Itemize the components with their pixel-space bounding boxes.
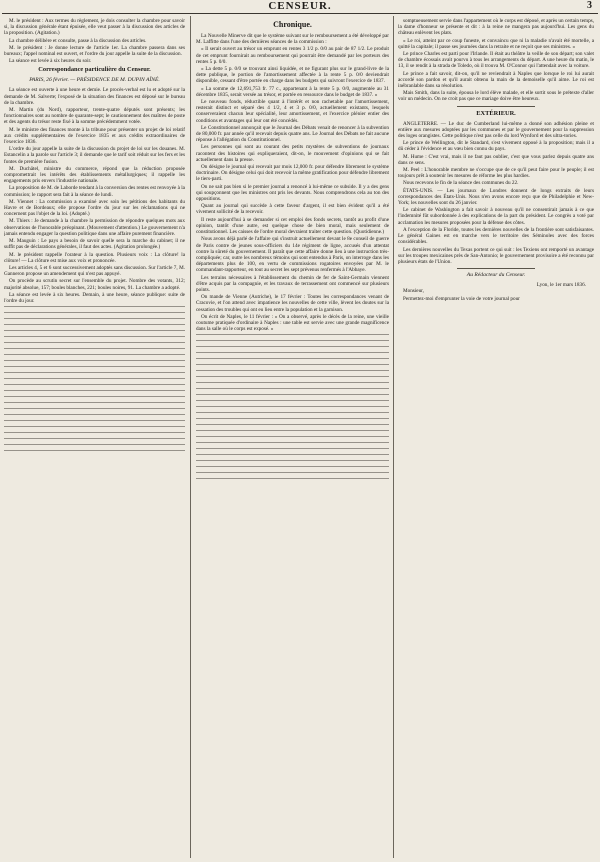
masthead-title: CENSEUR. xyxy=(268,0,332,12)
paragraph: La séance est levée à six heures. Demain, à une heure, séance publique: suite de l'ordre du jour. xyxy=(4,291,185,304)
paragraph: Le prince de Wellington, dit le Standard, s'est vivement opposé à la proposition; mais il a dû céder à l'évidence et au vœu bien connu du pays. xyxy=(398,140,594,153)
masthead-rule xyxy=(2,13,598,14)
page-number: 3 xyxy=(587,0,592,11)
paragraph: On ne sait pas bien si le premier journal a renoncé à lui-même ce subside. Il y a des gens qui soupçonnent que les ministres ont pris les devants. Nous comprendrons cela au ton des oppositions. xyxy=(196,183,389,203)
paragraph: M. Thiers : Je demande à la chambre la permission de répondre quelques mots aux observations de l'honorable préopinant. (Mouvement d'attention.) Le gouvernement n'a jamais entendu engager la question politique dans une affaire purement financière. xyxy=(4,218,185,237)
section-separator xyxy=(457,106,535,107)
column-right xyxy=(398,18,594,862)
column-divider xyxy=(190,16,191,858)
masthead xyxy=(0,0,600,14)
letter-body: Permettez-moi d'emprunter la voie de votre journal pour xyxy=(403,295,520,302)
column-divider xyxy=(393,16,394,858)
paragraph: M. le ministre des finances monte à la tribune pour présenter un projet de loi relatif aux crédits supplémentaires de l'exercice 1835 et aux crédits extraordinaires de l'exercice 1836. xyxy=(4,126,185,146)
paragraph: L'ordre du jour appelle la suite de la discussion du projet de loi sur les douanes. M. Estancelin a la parole sur l'article 3; il demande que le tarif soit réduit sur les fers et les fontes de première fusion. xyxy=(4,146,185,165)
paragraph: Nous recevons le fin de la séance des communes du 22. xyxy=(403,180,519,187)
section-heading: Chronique. xyxy=(273,20,312,29)
paragraph: Les articles 4, 5 et 6 sont successivement adoptés sans discussion. Sur l'article 7, M. Ganneron propose un amendement qui n'est pas appuyé. xyxy=(4,264,185,278)
paragraph: « Le roi, atteint par ce coup funeste, et convaincu que ni la maladie n'avait été mortelle, a quitté la capitale; il passe ses journées dans la retraite et ne reçoit que ses ministres. » xyxy=(398,37,594,50)
paragraph: M. Martin (du Nord), rapporteur, trente-quatre députés sont présents; les fonctionnaires sont au nombre de quarante-sept; le cautionnement des maîtres de poste et des agents du trésor reste fixé à la somme précédemment votée. xyxy=(4,107,185,126)
paragraph: « La dette 5 p. 0/0 se trouvant ainsi liquidée, et ne figurant plus sur le grand-livre de la dette publique, le portion de l'amortissement affectée à la rente 5 p. 0/0 deviendrait disponible, cessant d'être portée en charge dans les budgets qui suivront l'exercice de 1837. xyxy=(196,66,389,85)
paragraph: Le prince a fait savoir, dit-on, qu'il ne reviendrait à Naples que lorsque le roi lui aurait accordé son pardon et qu'il aurait obtenu la main de la demoiselle qu'il aime. Le roi est inébranlable dans sa résolution. xyxy=(398,70,594,90)
paragraph: La Nouvelle Minerve dit que le système suivant sur le remboursement a été développé par M. Laffitte dans l'une des dernières séances de la commission : xyxy=(196,33,389,46)
section-heading: Correspondance particulière du Censeur. xyxy=(38,66,151,74)
paragraph: M. Mauguin : Le pays a besoin de savoir quelle sera la marche du cabinet; il ne suffit pas de déclarations générales, il faut des actes. (Agitation prolongée.) xyxy=(4,238,185,251)
paragraph: On écrit de Naples, le 11 février : « On a observé, après le décès de la reine, une vieille coutume pratiquée d'ordinaire à Naples : une table est servie avec une grande magnificence dans la salle où le corps est exposé. » xyxy=(196,313,389,333)
paragraph: M. le président rappelle l'orateur à la question. Plusieurs voix : La clôture! la clôture! — La clôture est mise aux voix et prononcée. xyxy=(4,251,185,264)
paragraph: Le cabinet de Washington a fait savoir à nouveau qu'il ne consentirait jamais à ce que l'indemnité fût subordonnée à des explications de la part du président. Le congrès a voté par acclamation les mesures proposées pour la défense des côtes. xyxy=(398,207,594,226)
section-separator xyxy=(457,268,535,269)
paragraph: On désigne le journal qui recevait par mois 12,000 fr. pour défendre librement le système doctrinaire. On désigne celui qui doit recevoir la même gratification pour défendre librement le tiers-parti. xyxy=(196,164,389,183)
paragraph: Le Constitutionnel annonçait que le Journal des Débats venait de renoncer à la subvention de 80,000 fr. par année qu'il recevait depuis quatre ans. Le Journal des Débats ne fait aucune réponse à l'allégation du Constitutionnel. xyxy=(196,124,389,144)
paragraph: ÉTATS-UNIS. — Les journaux de Londres donnent de longs extraits de leurs correspondances des États-Unis. Nous n'en avons encore reçu que de Philadelphie et New-York; les nouvelles sont du 26 janvier. xyxy=(398,187,594,207)
paragraph: On mande de Vienne (Autriche), le 17 février : Toutes les correspondances venant de Cracovie, et l'on attend avec impatience les nouvelles de cette ville, lèvent les doutes sur la cessation des troubles qui ont eu lieu entre la population et la garnison. xyxy=(196,294,389,313)
paragraph: M. Hume : C'est vrai, mais il ne faut pas oublier, c'est que vous parlez depuis quatre ans dans ce sens. xyxy=(398,153,594,166)
paragraph: La séance est levée à six heures du soir. xyxy=(9,58,92,65)
column-center xyxy=(196,18,389,862)
letter-heading: Au Rédacteur du Censeur. xyxy=(466,272,526,279)
paragraph: La proposition de M. de Laborde tendant à la conversion des rentes est renvoyée à la commission; le rapport sera fait à la séance de lundi. xyxy=(4,185,185,198)
paragraph: somptueusement servie dans l'appartement où le corps est déposé, et après un certain temps, la dame d'honneur se présente et dit : à la reine ne mangera pas aujourd'hui. Les gens du château enlèvent les plats. xyxy=(398,18,594,37)
paragraph: La séance est ouverte à une heure et demie. Le procès-verbal est lu et adopté sur la demande de M. Salverte; l'exposé de la situation des finances est déposé sur le bureau de la chambre. xyxy=(4,87,185,106)
paragraph: Il reste aujourd'hui à se demander si cet emploi des fonds secrets, tantôt au profit d'une opinion, tantôt d'une autre, est quelque chose de bien moral, mais seulement de constitutionnel. Les caisses de l'ordre moral devraient traiter cette question. (Quotidienne.) xyxy=(196,216,389,236)
paragraph: M. le président : Je donne lecture de l'article 1er. La chambre passera dans ses bureaux; l'appel nominal est ouvert, et l'ordre du jour appelle la suite de la discussion. xyxy=(4,44,185,58)
paragraph: M. Duchâtel, ministre du commerce, répond que la réduction proposée compromettrait les intérêts des établissements métallurgiques; il rappelle les engagements pris envers l'industrie nationale. xyxy=(4,165,185,185)
paragraph: On procède au scrutin secret sur l'ensemble du projet. Nombre des votants, 312; majorité absolue, 157; boules blanches, 221; boules noires, 91. La chambre a adopté. xyxy=(4,278,185,291)
paragraph: « La somme de 12,691,753 fr. 77 c., appartenant à la rente 5 p. 0/0, augmentée au 31 décembre 1835, serait versée au trésor, et portée en ressource dans le budget de 1837. » xyxy=(196,85,389,98)
paragraph: M. le président : Aux termes du règlement, je dois consulter la chambre pour savoir si, la discussion générale étant épuisée, elle veut passer à la discussion des articles de la proposition. (Agitation.) xyxy=(4,18,185,37)
paragraph: Nous avons déjà parlé de l'affaire qui s'instruit actuellement devant le 8e conseil de guerre de Paris contre de jeunes sous-officiers du 14e régiment de ligne, accusés d'un attentat contre la sûreté du gouvernement. Il paraît que cette affaire donne lieu à une instruction très-compliquée; car, outre les nombreux témoins qui sont entendus à Paris, on interroge dans les départements plus de 100, en vertu de commissions rogatoires envoyées par M. le commandant-rapporteur, en tout au secret les sept prévenus renfermés à l'Abbaye. xyxy=(196,236,389,274)
column-text-continuation xyxy=(4,306,185,456)
paragraph: Quant au journal qui succède à cette faveur d'argent, il est bien évident qu'il a été vivement sollicité de la recevoir. xyxy=(196,203,389,216)
section-heading: EXTÉRIEUR. xyxy=(476,109,516,117)
section-subheading: PARIS, 26 février. — PRÉSIDENCE DE M. DUPIN AÎNÉ. xyxy=(29,77,160,84)
column-left xyxy=(4,18,185,862)
paragraph: ANGLETERRE. — Le duc de Cumberland lui-même a donné son adhésion pleine et entière aux mesures adoptées par les communes et par le gouvernement pour la suppression des loges orangistes. Cette politique n'est pas celle du lord Wynford et des ultra-tories. xyxy=(398,120,594,140)
paragraph: Mais Smith, dans la suite, épousa le lord élève malade, et elle sortit sous le prétexte d'aller voir un médecin. On ne croit pas que ce mariage doive être heureux. xyxy=(398,90,594,103)
paragraph: La chambre délibère et consulte, passe à la discussion des articles. xyxy=(9,37,147,44)
paragraph: Les personnes qui sont au courant des petits mystères de subventions de journaux racontent des histoires qui expliqueraient, dit-on, le mouvement d'opinions qui se fait actuellement dans la presse. xyxy=(196,144,389,163)
column-text-continuation xyxy=(196,334,389,484)
paragraph: M. Viennet : La commission a examiné avec soin les pétitions des habitants du Havre et de Bordeaux; elle propose l'ordre du jour sur les réclamations qui ne concernent pas l'objet de la loi. (Adopté.) xyxy=(4,198,185,218)
paragraph: M. Peel : L'honorable membre ne s'occupe que de ce qu'il peut faire pour le peuple; il est toujours prêt à soutenir les mesures de réforme les plus hardies. xyxy=(398,167,594,180)
paragraph: Le nouveau fonds, réductible quant à l'intérêt et non rachetable par l'amortissement, resterait distinct et séparé des 4 1/2, 4 et 3 p. 0/0, actuellement existants, lesquels conserveraient chacun leur spécialité, leur amortissement, et l'exercice plénier entier des conditions et avantages qui leur ont été concédés. xyxy=(196,99,389,124)
letter-salutation: Monsieur, xyxy=(403,288,424,295)
paragraph: Les terrains nécessaires à l'établissement du chemin de fer de Saint-Germain viennent d'être acquis par la compagnie, et les travaux de terrassement ont commencé sur plusieurs points. xyxy=(196,274,389,293)
paragraph: Le prince Charles est parti pour l'Irlande. Il était au théâtre la veille de son départ; son valet de chambre écossais avait pourvu à tous les arrangements du départ. A une heure du matin, le 13, il se rendit à la strada de Toledo, où il trouva M. O'Connor qui l'attendait avec la voiture. xyxy=(398,51,594,70)
letter-date: Lyon, le 1er mars 1836. xyxy=(536,282,586,289)
paragraph: « Il serait ouvert au trésor un emprunt en rentes 3 1/2 p. 0/0 au pair de 87 1/2. Le produit de cet emprunt fournirait au remboursement qui pourrait être demandé par les porteurs des rentes 5 p. 0/0. xyxy=(196,46,389,65)
paragraph: A l'exception de la Floride, toutes les dernières nouvelles de la frontière sont satisfaisantes. Le général Gaines est en marche vers le territoire des Séminoles avec des forces considérables. xyxy=(398,226,594,246)
paragraph: Les dernières nouvelles du Texas portent ce qui suit : les Texiens ont remporté un avantage sur les troupes mexicaines près de San-Antonio; le gouvernement provisoire a été reconnu par plusieurs états de l'Union. xyxy=(398,246,594,265)
